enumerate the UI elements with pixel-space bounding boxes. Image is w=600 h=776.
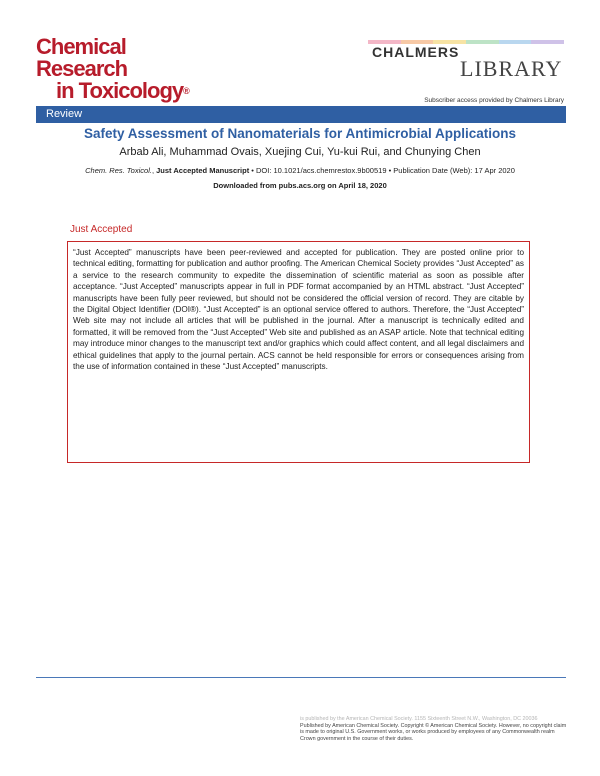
download-note: Downloaded from pubs.acs.org on April 18, 2020 <box>213 181 387 190</box>
stripe-green <box>466 40 499 44</box>
article-title: Safety Assessment of Nanomaterials for Antimicrobial Applications <box>83 126 517 141</box>
library-logo-subtitle: LIBRARY <box>460 56 563 81</box>
subscriber-note: Subscriber access provided by Chalmers Library <box>424 97 564 104</box>
just-accepted-notice: “Just Accepted” manuscripts have been peer-reviewed and accepted for publication. They are posted online prior to technical editing, formatting for publication and author proofing. The American Chemical Society provides “Just Accepted” as a service to the research community to expedite the dissemination of scientific material as soon as possible after acceptance. “Just Accepted” manuscripts appear in full in PDF format accompanied by an HTML abstract. “Just Accepted” manuscripts have been fully peer reviewed, but should not be considered the official version of record. They are citable by the Digital Object Identifier (DOI®). “Just Accepted” is an optional service offered to authors. Therefore, the “Just Accepted” Web site may not include all articles that will be published in the journal. After a manuscript is technically edited and formatted, it will be removed from the “Just Accepted” Web site and published as an ASAP article. Note that technical editing may introduce minor changes to the manuscript text and/or graphics which could affect content, and all legal disclaimers and ethical guidelines that apply to the journal pertain. ACS cannot be held responsible for errors or consequences arising from the use of information contained in these “Just Accepted” manuscripts. <box>67 241 530 463</box>
citation-doi-date: • DOI: 10.1021/acs.chemrestox.9b00519 • Publication Date (Web): 17 Apr 2020 <box>249 166 515 175</box>
citation-status: Just Accepted Manuscript <box>156 166 250 175</box>
stripe-blue <box>499 40 532 44</box>
footer-publisher-address: is published by the American Chemical Society. 1155 Sixteenth Street N.W., Washington, DC 20036 <box>300 716 538 722</box>
library-logo-name: CHALMERS <box>372 44 460 60</box>
footer-copyright-text: Published by American Chemical Society. Copyright © American Chemical Society. However, no copyright claim is made to original U.S. Government works, or works produced by employees of any Commonwealth realm Crown government in the course of their duties. <box>300 722 567 742</box>
journal-logo <box>36 36 216 102</box>
journal-logo-line2: in Toxicology <box>56 78 184 103</box>
article-authors: Arbab Ali, Muhammad Ovais, Xuejing Cui, Yu-kui Rui, and Chunying Chen <box>119 146 481 158</box>
journal-logo-line1: Chemical Research <box>36 34 128 81</box>
footer-divider <box>36 677 566 678</box>
registered-mark: ® <box>183 86 189 96</box>
footer-copyright <box>300 716 570 742</box>
citation-journal: Chem. Res. Toxicol. <box>85 166 152 175</box>
section-banner: Review <box>36 106 566 123</box>
citation-separator: , <box>151 166 157 175</box>
article-citation <box>0 166 600 175</box>
just-accepted-heading: Just Accepted <box>70 224 133 235</box>
stripe-purple <box>531 40 564 44</box>
